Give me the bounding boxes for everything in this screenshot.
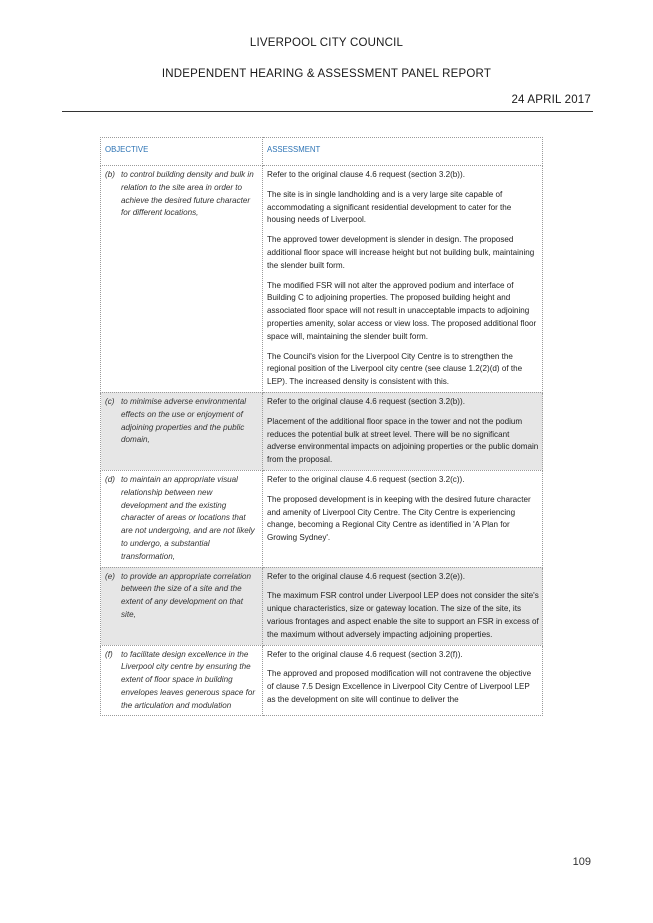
objective-text: to facilitate design excellence in the Liverpool city centre by ensuring the extent of floor space in building envelopes leaves generous space for the articulation and modulation — [121, 649, 256, 710]
table-body — [101, 166, 543, 716]
objective-letter: (f) — [105, 649, 113, 659]
objective-cell — [101, 567, 263, 645]
objective-letter: (c) — [105, 396, 115, 406]
assessment-column-header: ASSESSMENT — [263, 138, 543, 166]
objective-text: to maintain an appropriate visual relationship between new development and the existing character of areas or locations that are not undergoing, and are not likely to undergo, a substantial transformation, — [121, 474, 255, 561]
objective — [105, 571, 259, 622]
assessment-paragraph: Refer to the original clause 4.6 request (section 3.2(b)). — [267, 396, 465, 406]
objective-text: to minimise adverse environmental effects on the use or enjoyment of adjoining properties and the public domain, — [121, 396, 247, 445]
assessment-paragraph: The approved tower development is slender in design. The proposed additional floor space will increase height but not building bulk, maintaining the slender built form. — [267, 235, 535, 270]
objective — [105, 396, 259, 447]
objective-cell — [101, 645, 263, 716]
objective-cell — [101, 470, 263, 567]
objective-letter: (d) — [105, 474, 115, 484]
objective-column-header: OBJECTIVE — [101, 138, 263, 166]
assessment-paragraph: Refer to the original clause 4.6 request (section 3.2(e)). — [267, 571, 465, 581]
assessment-paragraph: Refer to the original clause 4.6 request (section 3.2(f)). — [267, 649, 463, 659]
assessment-paragraph: The Council's vision for the Liverpool City Centre is to strengthen the regional position of the Liverpool city centre (see clause 1.2(2)(d) of the LEP). The increased density is consistent with this. — [267, 351, 523, 387]
assessment-table — [100, 137, 543, 716]
assessment-paragraph: Placement of the additional floor space in the tower and not the podium reduces the potential bulk at street level. There will be no significant adverse environmental impacts on adjoining properties or the public domain from the proposal. — [267, 416, 539, 465]
objective-cell — [101, 392, 263, 470]
objective — [105, 169, 259, 220]
table-header-row — [101, 138, 543, 166]
report-title: INDEPENDENT HEARING & ASSESSMENT PANEL REPORT — [161, 68, 492, 80]
assessment-cell — [263, 470, 543, 567]
objective-letter: (b) — [105, 170, 115, 179]
table-row — [101, 645, 543, 716]
page-number: 109 — [572, 856, 591, 868]
assessment-cell — [263, 166, 543, 393]
header-divider — [62, 111, 593, 112]
table-row — [101, 470, 543, 567]
assessment-paragraph: The modified FSR will not alter the approved podium and interface of Building C to adjoining properties. The proposed building height and associated floor space will not result in unacceptable impacts to adjoining properties amenity, solar access or view loss. The proposed additional floor space will, maintaining the slender built form. — [267, 280, 537, 341]
objective-text: to control building density and bulk in relation to the site area in order to achieve the desired future character for different locations, — [121, 170, 254, 218]
assessment-paragraph: The proposed development is in keeping with the desired future character and amenity of Liverpool City Centre. The City Centre is experiencing change, becoming a Regional City Centre as identified in 'A Plan for Growing Sydney'. — [267, 494, 531, 543]
assessment-cell — [263, 567, 543, 645]
table-row — [101, 567, 543, 645]
objective-letter: (e) — [105, 571, 115, 581]
assessment-paragraph: The approved and proposed modification will not contravene the objective of clause 7.5 Design Excellence in Liverpool City Centre of Liverpool LEP as the development on site will continue to deliver the — [267, 669, 532, 704]
assessment-paragraph: Refer to the original clause 4.6 request (section 3.2(b)). — [267, 170, 465, 179]
table-row — [101, 166, 543, 393]
assessment-cell — [263, 645, 543, 716]
assessment-paragraph: Refer to the original clause 4.6 request (section 3.2(c)). — [267, 474, 465, 484]
assessment-cell — [263, 392, 543, 470]
objective — [105, 474, 259, 564]
assessment-paragraph: The maximum FSR control under Liverpool LEP does not consider the site's unique characteristics, size or gateway location. The size of the site, its various frontages and aspect enable the site to support an FSR in excess of the maximum without adversely impacting adjoining properties. — [267, 591, 539, 639]
objective-text: to provide an appropriate correlation between the size of a site and the extent of any development on that site, — [121, 571, 252, 619]
table-row — [101, 392, 543, 470]
council-title: LIVERPOOL CITY COUNCIL — [249, 37, 404, 49]
report-date: 24 APRIL 2017 — [511, 94, 591, 106]
objective — [105, 649, 259, 713]
assessment-paragraph: The site is in single landholding and is a very large site capable of accommodating a significant residential development to cater for the housing needs of Liverpool. — [267, 189, 512, 225]
objective-cell — [101, 166, 263, 393]
